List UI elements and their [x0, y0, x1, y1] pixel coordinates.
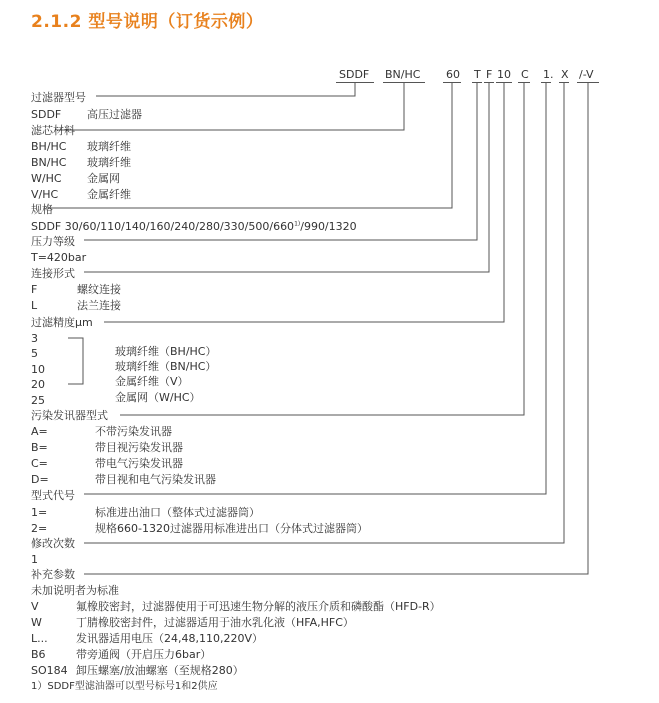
code-f: F	[486, 68, 493, 81]
connector-supplement	[84, 82, 588, 574]
precision-bracket	[68, 338, 83, 384]
supplement-label: 补充参数	[31, 568, 75, 581]
code-v: /-V	[579, 68, 594, 81]
supplement-code: V	[31, 600, 39, 613]
material-code: W/HC	[31, 172, 62, 185]
revision-label: 修改次数	[31, 537, 75, 550]
supplement-code: W	[31, 616, 42, 629]
precision-desc: 金属纤维（V）	[115, 375, 189, 388]
size-label: 规格	[31, 203, 53, 216]
precision-value: 20	[31, 378, 45, 391]
model-code: SDDF	[31, 108, 62, 121]
material-code: V/HC	[31, 188, 59, 201]
size-values-tail: /990/1320	[300, 220, 357, 233]
supplement-code: B6	[31, 648, 46, 661]
supplement-desc: 氟橡胶密封，过滤器使用于可迅速生物分解的液压介质和磷酸酯（HFD-R）	[76, 600, 441, 613]
material-desc: 金属纤维	[87, 188, 131, 201]
footnote: 1）SDDF型滤油器可以型号标号1和2供应	[31, 681, 218, 692]
code-ten: 10	[497, 68, 511, 81]
connection-code: L	[31, 299, 38, 312]
connector-model	[96, 82, 355, 96]
connector-precision	[104, 82, 504, 322]
precision-value: 10	[31, 363, 45, 376]
precision-desc: 玻璃纤维（BN/HC）	[115, 360, 217, 373]
type-desc: 规格660-1320过滤器用标准进出口（分体式过滤器筒）	[95, 522, 368, 535]
code-x: X	[561, 68, 569, 81]
type-label: 型式代号	[31, 489, 75, 502]
indicator-code: D=	[31, 473, 49, 486]
connection-label: 连接形式	[31, 267, 75, 280]
code-c: C	[521, 68, 529, 81]
material-label: 滤芯材料	[31, 124, 75, 137]
revision-value: 1	[31, 553, 38, 566]
supplement-desc: 卸压螺塞/放油螺塞（至规格280）	[76, 664, 244, 677]
material-desc: 玻璃纤维	[87, 156, 131, 169]
precision-label: 过滤精度μm	[31, 316, 93, 329]
page-title: 2.1.2 型号说明（订货示例）	[31, 12, 264, 32]
material-code: BH/HC	[31, 140, 67, 153]
model-desc: 高压过滤器	[87, 108, 142, 121]
connection-code: F	[31, 283, 38, 296]
indicator-desc: 带电气污染发讯器	[95, 457, 183, 470]
precision-desc: 玻璃纤维（BH/HC）	[115, 345, 217, 358]
material-code: BN/HC	[31, 156, 67, 169]
indicator-code: B=	[31, 441, 48, 454]
precision-value: 5	[31, 347, 38, 360]
precision-desc: 金属网（W/HC）	[115, 391, 201, 404]
model-label: 过滤器型号	[31, 91, 86, 104]
indicator-desc: 带目视和电气污染发讯器	[95, 473, 216, 486]
connector-pressure	[84, 82, 477, 240]
indicator-label: 污染发讯器型式	[31, 409, 108, 422]
type-code: 2=	[31, 522, 48, 535]
code-sddf: SDDF	[339, 68, 370, 81]
pressure-value: T=420bar	[31, 251, 87, 264]
code-t: T	[474, 68, 481, 81]
supplement-code: SO184	[31, 664, 68, 677]
supplement-desc: 发讯器适用电压（24,48,110,220V）	[76, 632, 263, 645]
supplement-desc: 丁腈橡胶密封件，过滤器适用于油水乳化液（HFA,HFC）	[76, 616, 354, 629]
size-footnote-mark: 1)	[294, 220, 301, 228]
code-bnhc: BN/HC	[385, 68, 421, 81]
code-size: 60	[446, 68, 460, 81]
type-code: 1=	[31, 506, 48, 519]
indicator-desc: 带目视污染发讯器	[95, 441, 183, 454]
material-desc: 玻璃纤维	[87, 140, 131, 153]
connector-connection	[84, 82, 489, 272]
pressure-label: 压力等级	[31, 235, 75, 248]
indicator-code: A=	[31, 425, 48, 438]
indicator-code: C=	[31, 457, 48, 470]
supplement-note: 未加说明者为标准	[31, 584, 119, 597]
type-desc: 标准进出油口（整体式过滤器筒）	[95, 506, 260, 519]
precision-value: 25	[31, 394, 45, 407]
connection-desc: 法兰连接	[77, 299, 121, 312]
indicator-desc: 不带污染发讯器	[95, 425, 172, 438]
precision-value: 3	[31, 332, 38, 345]
supplement-desc: 带旁通阀（开启压力6bar）	[76, 648, 212, 661]
code-one: 1.	[543, 68, 554, 81]
connector-material	[57, 82, 404, 130]
material-desc: 金属网	[87, 172, 120, 185]
connection-desc: 螺纹连接	[77, 283, 121, 296]
size-values	[31, 220, 357, 233]
size-values-main: SDDF 30/60/110/140/160/240/280/330/500/660	[31, 220, 295, 233]
supplement-code: L...	[31, 632, 48, 645]
